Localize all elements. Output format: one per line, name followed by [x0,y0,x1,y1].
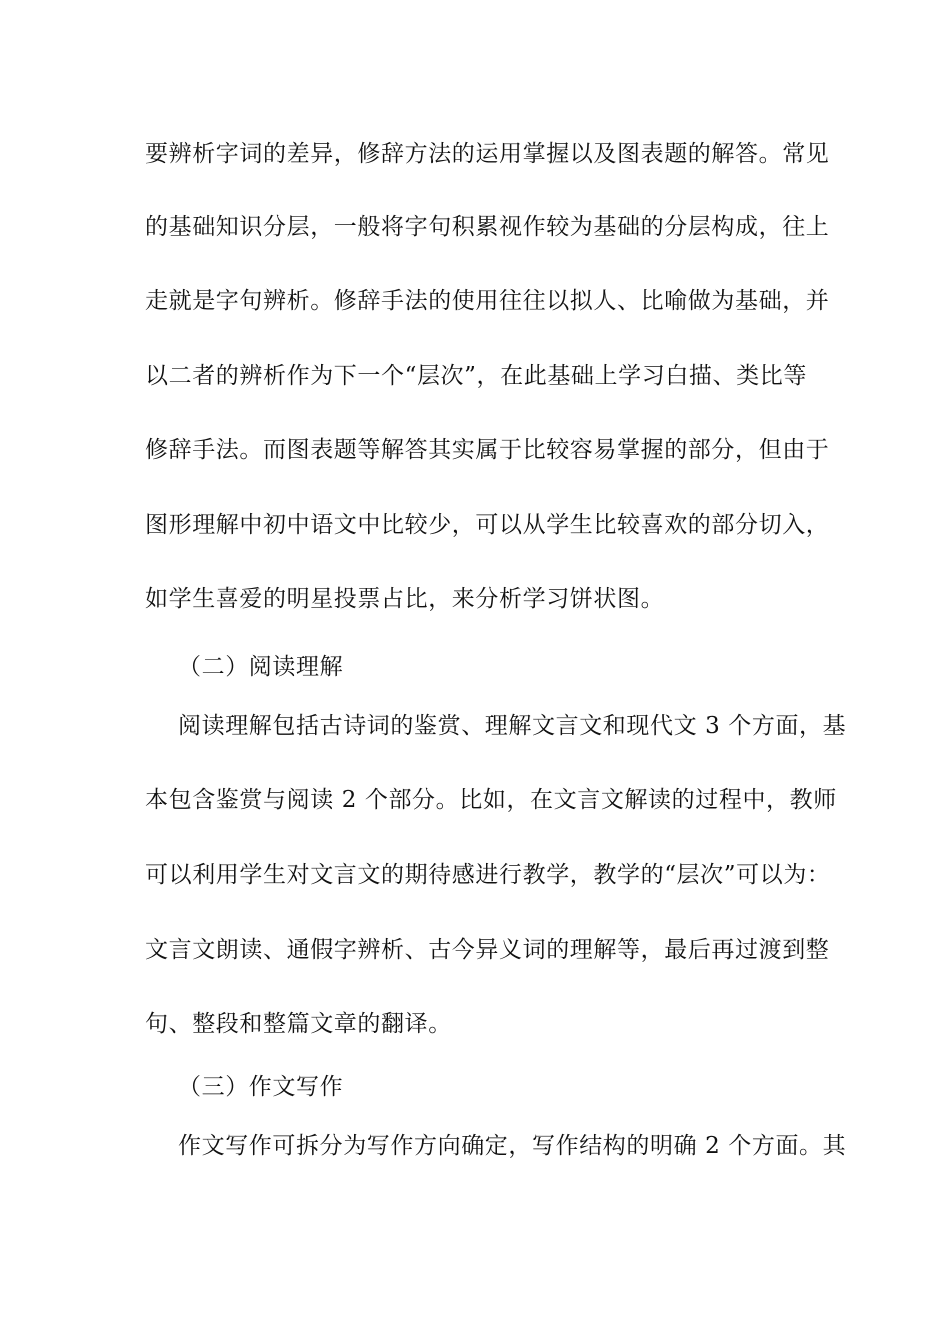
paragraph-line: 文言文朗读、通假字辨析、古今异义词的理解等，最后再过渡到整 [145,937,830,963]
section-heading: （二）阅读理解 [178,654,344,680]
paragraph-line: 可以利用学生对文言文的期待感进行教学，教学的“层次”可以为： [145,862,831,888]
paragraph-line: 的基础知识分层，一般将字句积累视作较为基础的分层构成，往上 [145,214,830,240]
paragraph-line: 修辞手法。而图表题等解答其实属于比较容易掌握的部分，但由于 [145,437,830,463]
paragraph-line: 句、整段和整篇文章的翻译。 [145,1011,452,1037]
paragraph-line: 作文写作可拆分为写作方向确定，写作结构的明确 2 个方面。其 [178,1133,847,1159]
paragraph-line: 要辨析字词的差异，修辞方法的运用掌握以及图表题的解答。常见 [145,141,830,167]
paragraph-line: 走就是字句辨析。修辞手法的使用往往以拟人、比喻做为基础，并 [145,288,830,314]
paragraph-line: 图形理解中初中语文中比较少，可以从学生比较喜欢的部分切入， [145,512,830,538]
paragraph-line: 阅读理解包括古诗词的鉴赏、理解文言文和现代文 3 个方面，基 [178,713,847,739]
paragraph-line: 本包含鉴赏与阅读 2 个部分。比如，在文言文解读的过程中，教师 [145,787,837,813]
section-heading: （三）作文写作 [178,1074,344,1100]
paragraph-line: 如学生喜爱的明星投票占比，来分析学习饼状图。 [145,586,665,612]
paragraph-line: 以二者的辨析作为下一个“层次”，在此基础上学习白描、类比等 [145,363,807,389]
